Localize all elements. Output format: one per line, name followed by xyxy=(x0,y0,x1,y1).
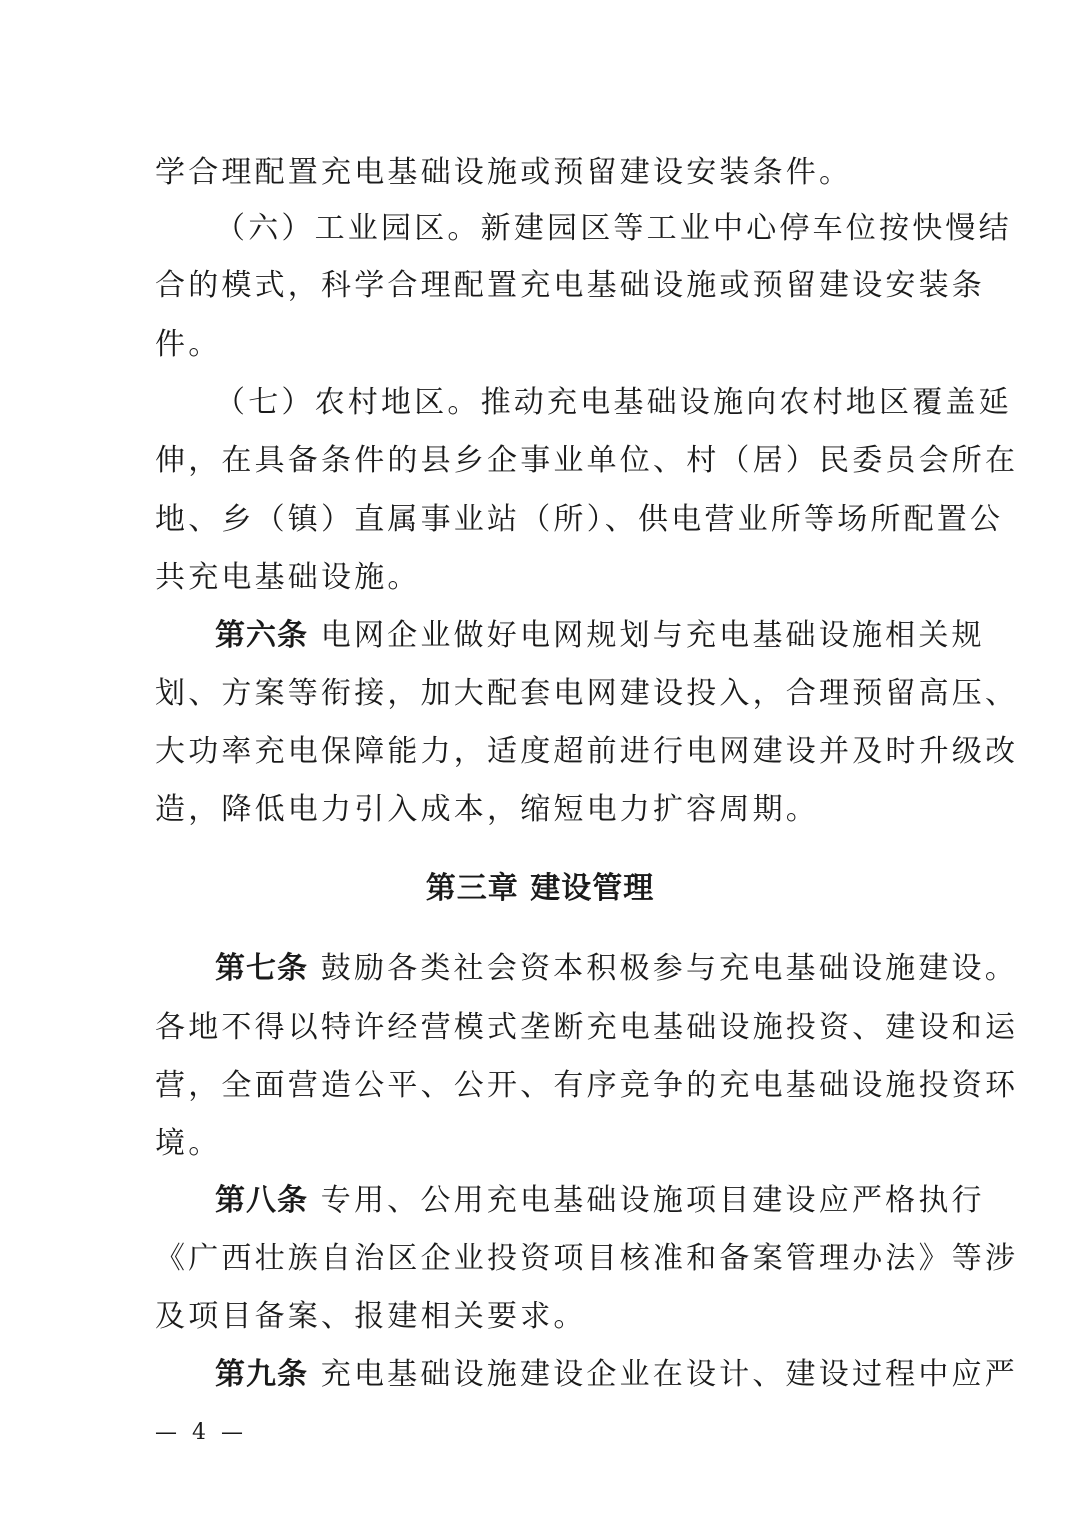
text-line: 划、方案等衔接，加大配套电网建设投入，合理预留高压、 xyxy=(155,676,1019,711)
article-text: 专用、公用充电基础设施项目建设应严格执行 xyxy=(320,1183,985,1218)
article-label: 第八条 xyxy=(215,1183,308,1218)
text-line: （七）农村地区。推动充电基础设施向农村地区覆盖延 xyxy=(215,385,1012,420)
article-text: 鼓励各类社会资本积极参与充电基础设施建设。 xyxy=(320,951,1018,986)
text-line: 各地不得以特许经营模式垄断充电基础设施投资、建设和运 xyxy=(155,1010,1019,1045)
article-label: 第七条 xyxy=(215,951,308,986)
article-label: 第六条 xyxy=(215,618,308,653)
text-line: 地、乡（镇）直属事业站（所）、供电营业所等场所配置公 xyxy=(155,502,1004,537)
page-number: — 4 — xyxy=(155,1420,247,1445)
text-line: 合的模式，科学合理配置充电基础设施或预留建设安装条 xyxy=(155,268,985,303)
text-line: 境。 xyxy=(155,1126,222,1161)
article-line xyxy=(215,1181,985,1221)
text-line: 《广西壮族自治区企业投资项目核准和备案管理办法》等涉 xyxy=(155,1241,1019,1276)
article-line xyxy=(215,616,985,656)
chapter-heading: 第三章 建设管理 xyxy=(425,871,655,906)
text-line: 及项目备案、报建相关要求。 xyxy=(155,1299,587,1334)
article-text: 电网企业做好电网规划与充电基础设施相关规 xyxy=(320,618,985,653)
text-line: 造，降低电力引入成本，缩短电力扩容周期。 xyxy=(155,792,819,827)
text-line: （六）工业园区。新建园区等工业中心停车位按快慢结 xyxy=(215,211,1012,246)
article-text: 充电基础设施建设企业在设计、建设过程中应严 xyxy=(320,1357,1018,1392)
text-line: 学合理配置充电基础设施或预留建设安装条件。 xyxy=(155,155,853,190)
text-line: 件。 xyxy=(155,327,222,362)
article-label: 第九条 xyxy=(215,1357,308,1392)
text-line: 大功率充电保障能力，适度超前进行电网建设并及时升级改 xyxy=(155,734,1019,769)
text-line: 共充电基础设施。 xyxy=(155,560,421,595)
article-line xyxy=(215,1355,1018,1395)
text-line: 营，全面营造公平、公开、有序竞争的充电基础设施投资环 xyxy=(155,1068,1019,1103)
text-line: 伸，在具备条件的县乡企事业单位、村（居）民委员会所在 xyxy=(155,443,1019,478)
article-line xyxy=(215,949,1018,989)
